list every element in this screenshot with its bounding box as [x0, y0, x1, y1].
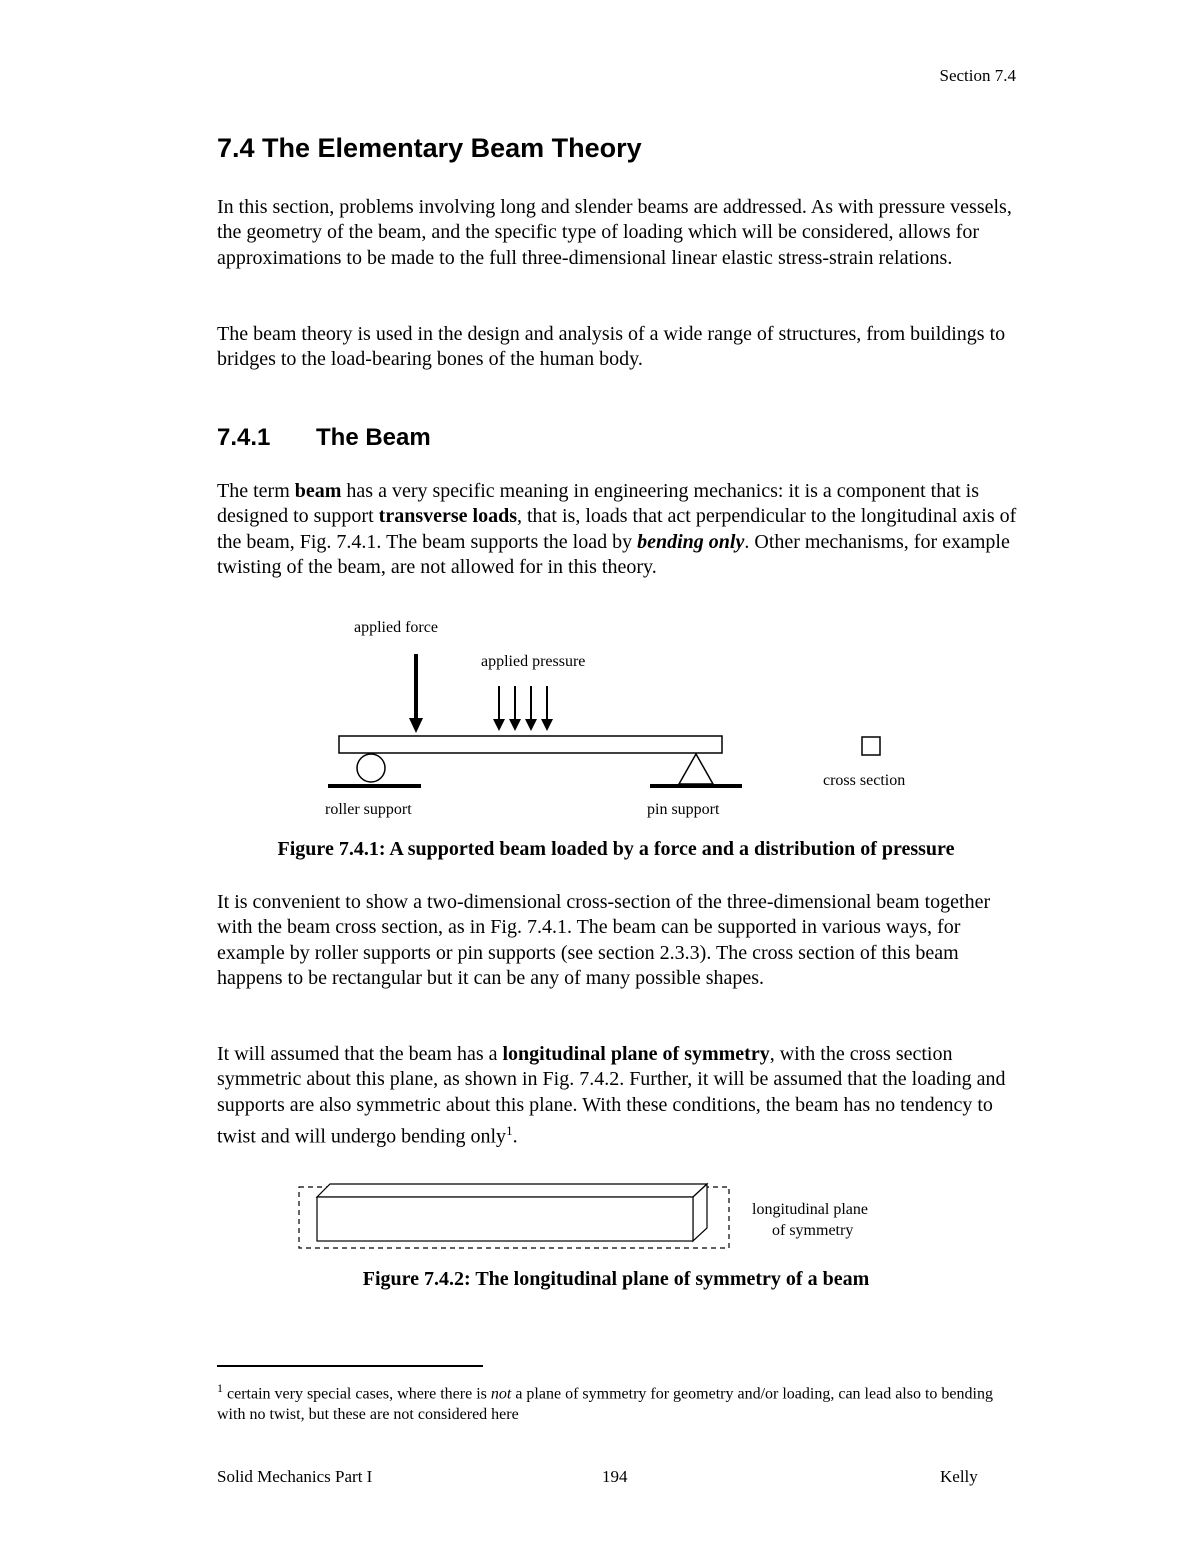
pin-support-label: pin support [647, 801, 720, 818]
roller-support-label: roller support [325, 801, 412, 818]
intro-paragraph-2: The beam theory is used in the design and analysis of a wide range of structures, from buildings to bridges to the load-bearing bones of the human body. [217, 323, 1006, 371]
text-run: , with the cross section symmetric about this plane, as shown in Fig. 7.4.2. Further, it will be assumed that the loading and supports are also symmetric about this plane. With these conditions, the beam has no tendency to twist and will undergo bending only [217, 1043, 1006, 1148]
beam-front-face [317, 1197, 693, 1241]
subsection-number: 7.4.1 [217, 424, 271, 451]
text-run: has a very specific meaning in engineering mechanics: it is a component that is designed to support [217, 480, 979, 528]
intro-paragraph-1: In this section, problems involving long and slender beams are addressed. As with pressure vessels, the geometry of the beam, and the specific type of loading which will be considered, allows for approximations to be made to the full three-dimensional linear elastic stress-strain relations. [217, 196, 1012, 269]
text-run: . Other mechanisms, for example twisting of the beam, are not allowed for in this theory. [217, 530, 1010, 578]
term-beam: beam [294, 480, 342, 502]
footer-right: Kelly [940, 1467, 978, 1486]
text-run: . [512, 1125, 518, 1148]
page-number: 194 [602, 1467, 628, 1486]
beam-top-face [317, 1184, 707, 1197]
running-head: Section 7.4 [939, 66, 1016, 85]
footnote-marker: 1 [506, 1122, 513, 1138]
cross-section-paragraph: It is convenient to show a two-dimensional cross-section of the three-dimensional beam together with the beam cross section, as in Fig. 7.4.1. The beam can be supported in various ways, for example by roller supports or pin supports (see section 2.3.3). The cross section of this beam happens to be rectangular but it can be any of many possible shapes. [217, 891, 991, 989]
text-run: The term [217, 480, 295, 502]
text-run: a plane of symmetry for geometry and/or loading, can lead also to bending with no twist, but these are not considered here [217, 1385, 993, 1424]
term-longitudinal-plane: longitudinal plane of symmetry [502, 1043, 770, 1065]
applied-pressure-label: applied pressure [481, 653, 586, 670]
text-run: , that is, loads that act perpendicular to the longitudinal axis of the beam, Fig. 7.4.1. The beam supports the load by [217, 505, 1017, 553]
term-bending-only: bending only [637, 530, 745, 553]
section-title: 7.4 The Elementary Beam Theory [217, 133, 642, 163]
text-run: certain very special cases, where there is [223, 1385, 491, 1403]
applied-force-label: applied force [354, 619, 438, 636]
subsection-title: The Beam [316, 424, 431, 451]
plane-label-line-2: of symmetry [772, 1222, 854, 1239]
plane-label-line-1: longitudinal plane [752, 1201, 868, 1218]
figure-7-4-2-caption: Figure 7.4.2: The longitudinal plane of symmetry of a beam [362, 1268, 870, 1290]
footer-left: Solid Mechanics Part I [217, 1467, 373, 1486]
emphasis-not: not [490, 1385, 512, 1403]
cross-section-label: cross section [823, 772, 906, 789]
footnote-number: 1 [217, 1381, 223, 1395]
footnote-divider [217, 1365, 483, 1367]
figure-7-4-1-caption: Figure 7.4.1: A supported beam loaded by a force and a distribution of pressure [277, 838, 955, 860]
term-transverse-loads: transverse loads [378, 505, 517, 528]
footnote [217, 1378, 1017, 1425]
text-run: It will assumed that the beam has a [217, 1043, 503, 1065]
